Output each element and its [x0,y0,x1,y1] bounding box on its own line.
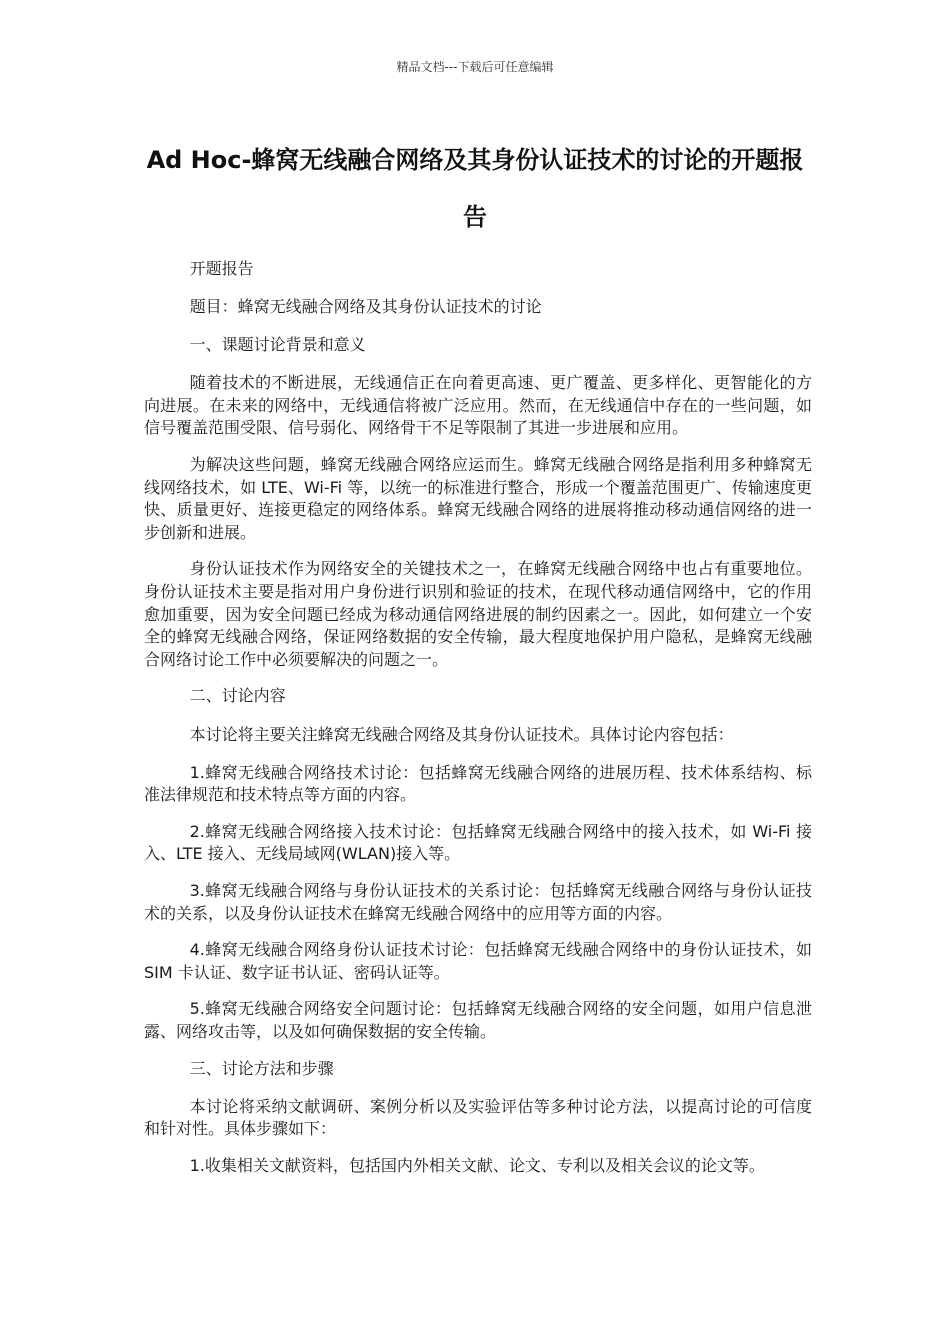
list-item: 1.收集相关文献资料，包括国内外相关文献、论文、专利以及相关会议的论文等。 [189,1155,765,1175]
list-item: 4.蜂窝无线融合网络身份认证技术讨论：包括蜂窝无线融合网络中的身份认证技术，如 SIM 卡认证、数字证书认证、密码认证等。 [144,940,812,982]
section-heading-1: 一、课题讨论背景和意义 [189,335,366,355]
paragraph-label: 开题报告 [189,259,254,278]
paragraph-topic: 题目：蜂窝无线融合网络及其身份认证技术的讨论 [189,297,542,317]
section-heading-2: 二、讨论内容 [189,686,286,706]
paragraph-methods: 本讨论将采纳文献调研、案例分析以及实验评估等多种讨论方法，以提高讨论的可信度和针对性。具体步骤如下： [144,1096,812,1139]
list-item: 2.蜂窝无线融合网络接入技术讨论：包括蜂窝无线融合网络中的接入技术，如 Wi-Fi 接入、LTE 接入、无线局域网(WLAN)接入等。 [144,821,812,864]
list-item: 3.蜂窝无线融合网络与身份认证技术的关系讨论：包括蜂窝无线融合网络与身份认证技术的关系，以及身份认证技术在蜂窝无线融合网络中的应用等方面的内容。 [144,880,812,923]
list-item: 5.蜂窝无线融合网络安全问题讨论：包括蜂窝无线融合网络的安全问题，如用户信息泄露、网络攻击等，以及如何确保数据的安全传输。 [144,999,812,1041]
document-body [144,258,812,1191]
document-title: Ad Hoc-蜂窝无线融合网络及其身份认证技术的讨论的开题报告 [146,146,804,231]
page-header-watermark: 精品文档---下载后可任意编辑 [396,60,554,74]
paragraph-background: 随着技术的不断进展，无线通信正在向着更高速、更广覆盖、更多样化、更智能化的方向进展。在未来的网络中，无线通信将被广泛应用。然而，在无线通信中存在的一些问题，如信号覆盖范围受限、信号弱化、网络骨干不足等限制了其进一步进展和应用。 [144,373,812,438]
list-item: 1.蜂窝无线融合网络技术讨论：包括蜂窝无线融合网络的进展历程、技术体系结构、标准法律规范和技术特点等方面的内容。 [144,762,812,805]
paragraph-fusion-network: 为解决这些问题，蜂窝无线融合网络应运而生。蜂窝无线融合网络是指利用多种蜂窝无线网络技术，如 LTE、Wi-Fi 等，以统一的标准进行整合，形成一个覆盖范围更广、传输速度更快、质量更好、连接更稳定的网络体系。蜂窝无线融合网络的进展将推动移动通信网络的进一步创新和进展。 [144,455,812,542]
paragraph-content-intro: 本讨论将主要关注蜂窝无线融合网络及其身份认证技术。具体讨论内容包括： [189,724,734,744]
section-heading-3: 三、讨论方法和步骤 [189,1058,334,1078]
paragraph-authentication: 身份认证技术作为网络安全的关键技术之一，在蜂窝无线融合网络中也占有重要地位。身份认证技术主要是指对用户身份进行识别和验证的技术，在现代移动通信网络中，它的作用愈加重要，因为安全问题已经成为移动通信网络进展的制约因素之一。因此，如何建立一个安全的蜂窝无线融合网络，保证网络数据的安全传输，最大程度地保护用户隐私，是蜂窝无线融合网络讨论工作中必须要解决的问题之一。 [144,559,812,669]
